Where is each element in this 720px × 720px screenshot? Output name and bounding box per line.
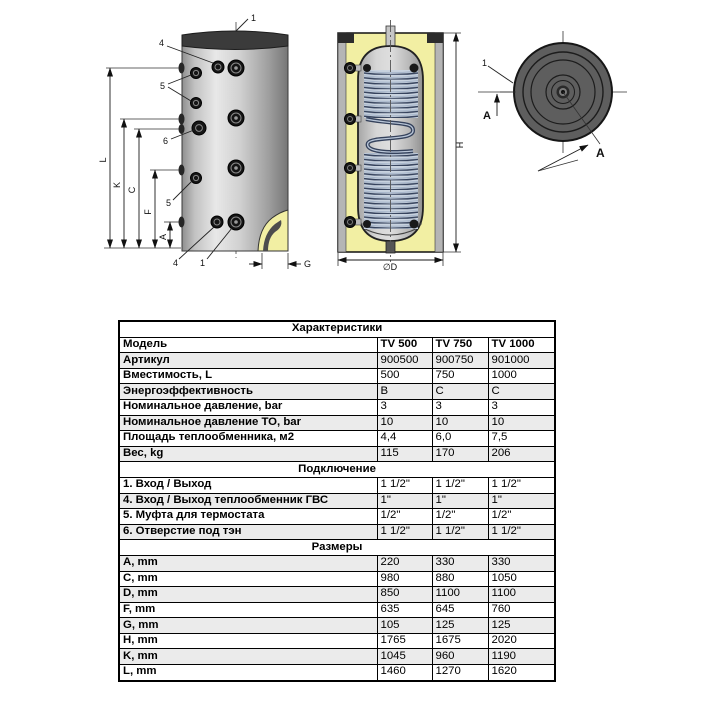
spec-value: TV 1000 [488, 337, 555, 353]
spec-value: 750 [432, 368, 488, 384]
spec-row-label: Номинальное давление, bar [119, 399, 377, 415]
callout-4-bottom: 4 [173, 258, 179, 268]
dim-label-K: K [112, 181, 122, 189]
spec-value: 4,4 [377, 431, 432, 447]
spec-value: 880 [432, 571, 488, 587]
spec-value: 1100 [488, 587, 555, 603]
spec-value: C [432, 384, 488, 400]
spec-row [119, 665, 555, 681]
spec-row-label: Вес, kg [119, 446, 377, 462]
table-section-row [119, 321, 555, 337]
spec-row [119, 384, 555, 400]
spec-row [119, 524, 555, 540]
top-view [478, 31, 627, 171]
dim-label-G: G [304, 259, 312, 269]
spec-row-label: G, mm [119, 618, 377, 634]
spec-value: 900750 [432, 353, 488, 369]
spec-value: 635 [377, 602, 432, 618]
spec-row [119, 399, 555, 415]
spec-value: 1270 [432, 665, 488, 681]
dim-label-H: H [455, 141, 465, 149]
top-corner-block-left [338, 33, 354, 43]
spec-row-label: F, mm [119, 602, 377, 618]
spec-value: 960 [432, 649, 488, 665]
spec-value: 6,0 [432, 431, 488, 447]
spec-value: 3 [488, 399, 555, 415]
tank-top-cap [182, 31, 288, 50]
spec-value: 1 1/2" [377, 477, 432, 493]
callout-1-bottom: 1 [200, 258, 206, 268]
specification-table [118, 320, 556, 682]
spec-row [119, 368, 555, 384]
spec-row-label: Артикул [119, 353, 377, 369]
dimension-A-angle [538, 145, 605, 171]
spec-value: TV 500 [377, 337, 432, 353]
table-section-header: Подключение [119, 462, 555, 478]
spec-value: 170 [432, 446, 488, 462]
spec-row [119, 353, 555, 369]
spec-row-label: K, mm [119, 649, 377, 665]
outer-shell-right [435, 33, 443, 252]
spec-row-label: Модель [119, 337, 377, 353]
spec-value: 3 [377, 399, 432, 415]
dim-label-A-angle: A [596, 146, 605, 160]
spec-value: 1045 [377, 649, 432, 665]
dim-label-C: C [127, 186, 137, 194]
table-section-row [119, 540, 555, 556]
spec-value: 1/2" [432, 509, 488, 525]
dimension-A-left [478, 92, 516, 122]
spec-row [119, 509, 555, 525]
spec-row [119, 493, 555, 509]
spec-value: 330 [488, 555, 555, 571]
spec-value: 125 [488, 618, 555, 634]
spec-value: 115 [377, 446, 432, 462]
callout-1-top: 1 [251, 13, 257, 23]
spec-value: 1 1/2" [377, 524, 432, 540]
spec-row [119, 633, 555, 649]
spec-value: 1" [432, 493, 488, 509]
spec-value: 1620 [488, 665, 555, 681]
spec-row-label: 4. Вход / Выход теплообменник ГВС [119, 493, 377, 509]
front-dimensions [98, 68, 181, 248]
spec-row [119, 446, 555, 462]
spec-value: 1" [488, 493, 555, 509]
callout-6: 6 [163, 136, 169, 146]
spec-value: 1 1/2" [488, 477, 555, 493]
spec-row-label: L, mm [119, 665, 377, 681]
spec-value: 850 [377, 587, 432, 603]
spec-value: 760 [488, 602, 555, 618]
spec-value: 1100 [432, 587, 488, 603]
spec-row [119, 602, 555, 618]
dim-label-D: ∅D [382, 262, 398, 272]
spec-value: 1/2" [377, 509, 432, 525]
spec-value: 7,5 [488, 431, 555, 447]
dim-label-L: L [98, 157, 108, 163]
callout-1-topview: 1 [482, 58, 488, 68]
specification-table-wrap [118, 320, 556, 682]
spec-value: 3 [432, 399, 488, 415]
spec-value: 1 1/2" [488, 524, 555, 540]
spec-value: 1675 [432, 633, 488, 649]
spec-value: 900500 [377, 353, 432, 369]
spec-row [119, 571, 555, 587]
spec-value: 645 [432, 602, 488, 618]
spec-value: 1 1/2" [432, 477, 488, 493]
spec-row-label: C, mm [119, 571, 377, 587]
callout-5-upper: 5 [160, 81, 166, 91]
spec-row [119, 477, 555, 493]
dimension-G [249, 253, 311, 269]
front-view [98, 13, 311, 269]
spec-row-label: Энергоэффективность [119, 384, 377, 400]
spec-row-label: A, mm [119, 555, 377, 571]
spec-value: 980 [377, 571, 432, 587]
spec-value: 220 [377, 555, 432, 571]
callout-5-lower: 5 [166, 198, 172, 208]
spec-row [119, 431, 555, 447]
spec-value: 1765 [377, 633, 432, 649]
dimension-H [443, 33, 465, 252]
spec-value: 206 [488, 446, 555, 462]
spec-row-label: D, mm [119, 587, 377, 603]
spec-value: 10 [377, 415, 432, 431]
spec-value: 1190 [488, 649, 555, 665]
spec-value: 1000 [488, 368, 555, 384]
dim-label-A: A [158, 233, 168, 241]
spec-value: 2020 [488, 633, 555, 649]
dim-label-A-left: A [483, 110, 491, 122]
spec-row-label: Вместимость, L [119, 368, 377, 384]
table-section-header: Размеры [119, 540, 555, 556]
spec-value: TV 750 [432, 337, 488, 353]
spec-row [119, 587, 555, 603]
spec-row-label: H, mm [119, 633, 377, 649]
spec-row-label: Номинальное давление ТО, bar [119, 415, 377, 431]
table-section-header: Характеристики [119, 321, 555, 337]
spec-row [119, 649, 555, 665]
spec-row-label: 6. Отверстие под тэн [119, 524, 377, 540]
spec-value: 901000 [488, 353, 555, 369]
spec-value: 10 [432, 415, 488, 431]
spec-row [119, 618, 555, 634]
spec-row-label: 5. Муфта для термостата [119, 509, 377, 525]
table-section-row [119, 462, 555, 478]
spec-value: 125 [432, 618, 488, 634]
spec-row-label: Площадь теплообменника, м2 [119, 431, 377, 447]
cross-section-view [338, 20, 465, 272]
spec-row-label: 1. Вход / Выход [119, 477, 377, 493]
spec-value: 1460 [377, 665, 432, 681]
spec-value: 330 [432, 555, 488, 571]
spec-value: 1" [377, 493, 432, 509]
spec-value: 1/2" [488, 509, 555, 525]
spec-row [119, 337, 555, 353]
top-corner-block-right [427, 33, 443, 43]
tank-technical-drawing [0, 0, 720, 312]
callout-4-top: 4 [159, 38, 165, 48]
spec-value: 105 [377, 618, 432, 634]
spec-value: 1050 [488, 571, 555, 587]
spec-row [119, 555, 555, 571]
spec-value: 10 [488, 415, 555, 431]
spec-value: C [488, 384, 555, 400]
dim-label-F: F [143, 209, 153, 215]
spec-value: 500 [377, 368, 432, 384]
spec-value: B [377, 384, 432, 400]
spec-row [119, 415, 555, 431]
spec-value: 1 1/2" [432, 524, 488, 540]
